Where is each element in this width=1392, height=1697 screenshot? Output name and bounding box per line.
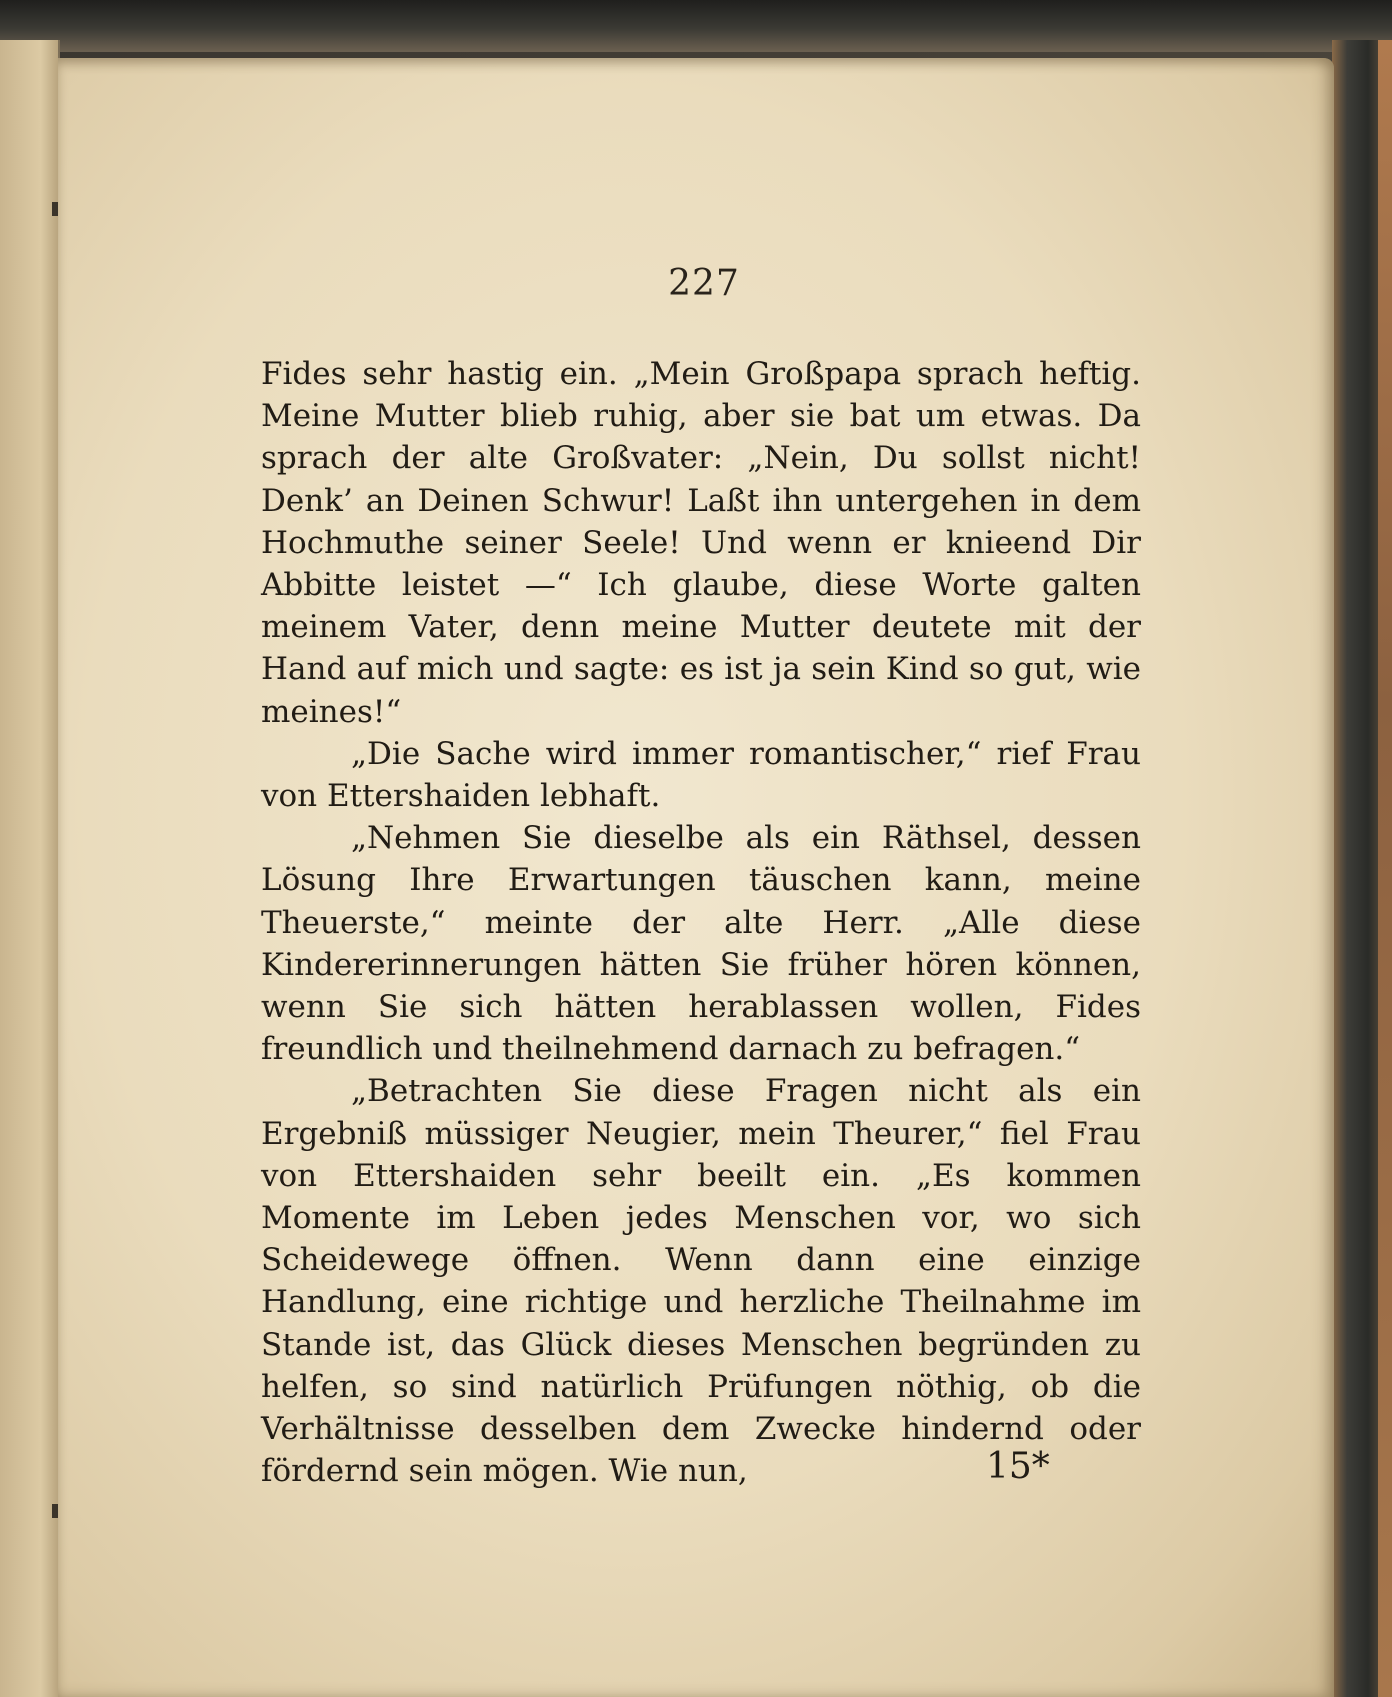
page-number: 227	[668, 263, 740, 304]
body-text	[261, 353, 1141, 1492]
book-top-edge	[0, 0, 1392, 52]
book-page	[58, 58, 1334, 1697]
margin-tick	[52, 202, 58, 216]
left-page-edge	[0, 40, 60, 1697]
paragraph-1: Fides sehr hastig ein. „Mein Großpapa sprach heftig. Meine Mutter blieb ruhig, aber sie bat um etwas. Da sprach der alte Großvater: „Nein, Du sollst nicht! Denk’ an Deinen Schwur! Laßt ihn untergehen in dem Hochmuthe seiner Seele! Und wenn er knieend Dir Abbitte leistet —“ Ich glaube, diese Worte galten meinem Vater, denn meine Mutter deutete mit der Hand auf mich und sagte: es ist ja sein Kind so gut, wie meines!“	[261, 356, 1141, 730]
binding-leather-strip	[1378, 40, 1392, 1697]
signature-mark: 15*	[986, 1446, 1050, 1487]
paragraph-2: „Die Sache wird immer romantischer,“ rief Frau von Ettershaiden lebhaft.	[261, 735, 1141, 815]
margin-tick	[52, 1504, 58, 1518]
paragraph-4: „Betrachten Sie diese Fragen nicht als ein Ergebniß müssiger Neugier, mein Theurer,“ fiel Frau von Ettershaiden sehr beeilt ein. „Es kommen Momente im Leben jedes Menschen vor, wo sich Scheidewege öffnen. Wenn dann eine einzige Handlung, eine richtige und herzliche Theilnahme im Stande ist, das Glück dieses Menschen begründen zu helfen, so sind natürlich Prüfungen nöthig, ob die Verhältnisse desselben dem Zwecke hindernd oder fördernd sein mögen. Wie nun,	[261, 1073, 1141, 1490]
paragraph-3: „Nehmen Sie dieselbe als ein Räthsel, dessen Lösung Ihre Erwartungen täuschen kann, meine Theuerste,“ meinte der alte Herr. „Alle diese Kindererinnerungen hätten Sie früher hören können, wenn Sie sich hätten herablassen wollen, Fides freundlich und theilnehmend darnach zu befragen.“	[261, 820, 1141, 1068]
